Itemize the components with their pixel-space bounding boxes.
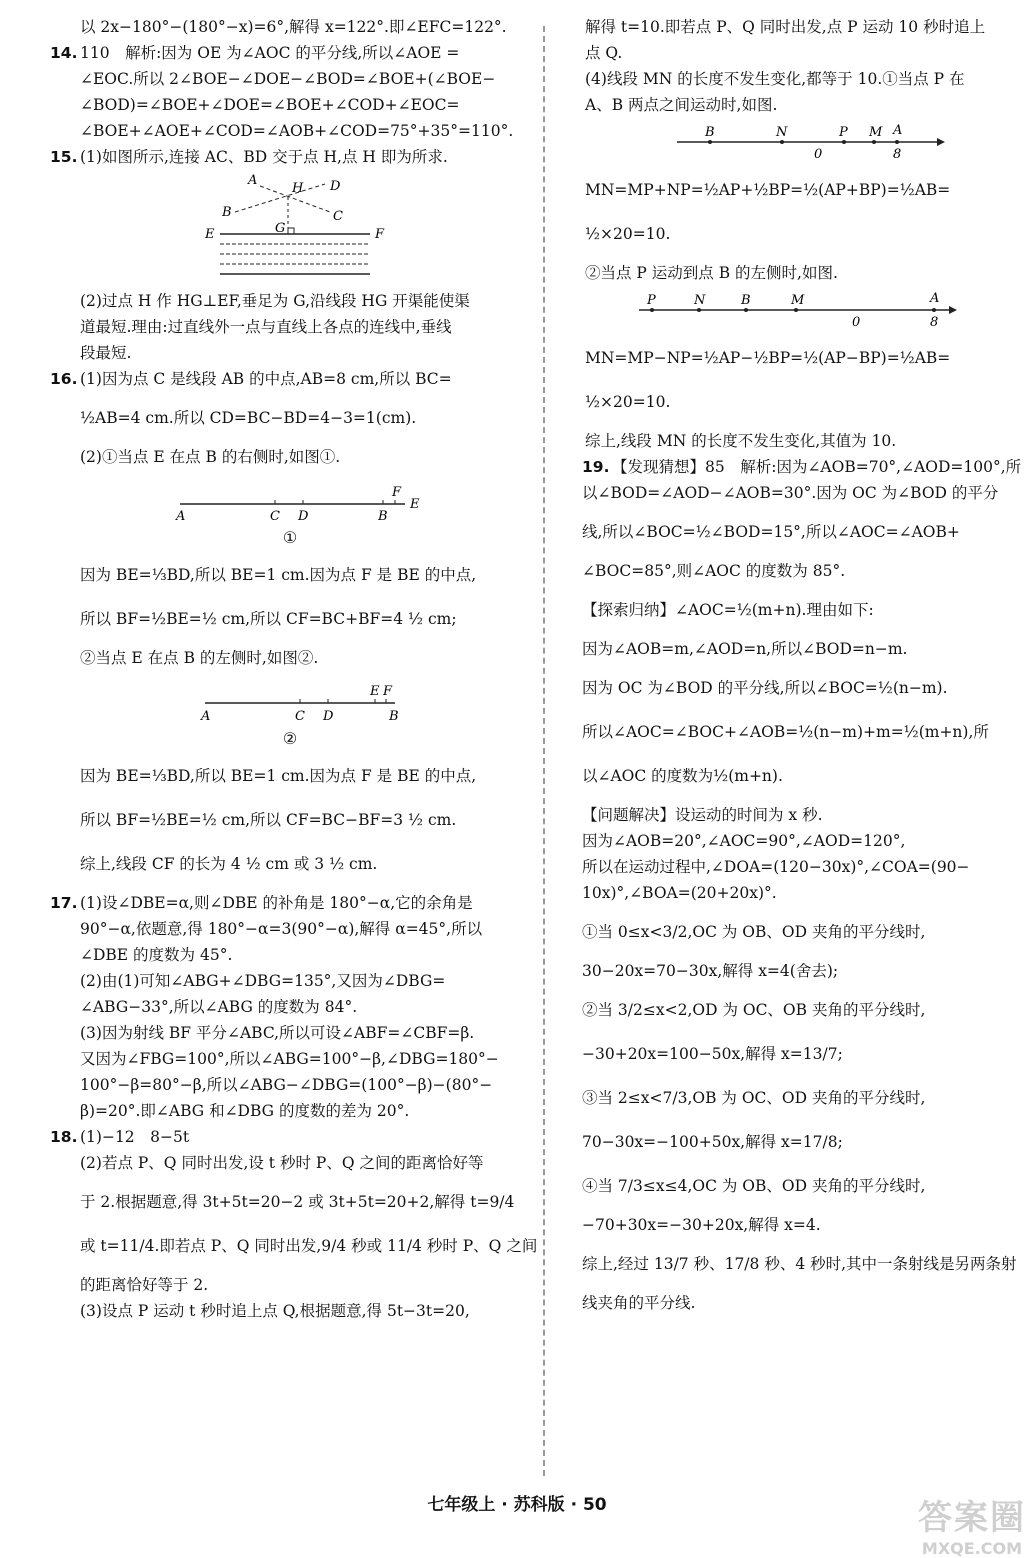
q16-line: 因为 BE=⅓BD,所以 BE=1 cm.因为点 F 是 BE 的中点, [80, 767, 477, 785]
q16-line: (2)①当点 E 在点 B 的右侧时,如图①. [80, 448, 341, 466]
label-f: F [392, 485, 402, 500]
point-m [872, 140, 876, 144]
q18-line: (3)设点 P 运动 t 秒时追上点 Q,根据题意,得 5t−3t=20, [80, 1302, 470, 1320]
label-d: D [298, 509, 309, 524]
label-f: F [375, 227, 385, 242]
q19-line: −30+20x=100−50x,解得 x=13/7; [582, 1045, 843, 1063]
point-a [895, 140, 899, 144]
q19-line: 所以在运动过程中,∠DOA=(120−30x)°,∠COA=(90− [582, 858, 970, 876]
label-d: D [330, 179, 341, 194]
q16-number: 16. [50, 370, 78, 388]
q19-line: 10x)°,∠BOA=(20+20x)°. [582, 884, 777, 902]
q15-line: 道最短.理由:过直线外一点与直线上各点的连线中,垂线 [80, 318, 452, 336]
q13-tail: 以 2x−180°−(180°−x)=6°,解得 x=122°.即∠EFC=122°. [80, 18, 507, 36]
label-e: E [410, 497, 420, 512]
q14-number: 14. [50, 44, 78, 62]
q14-line: ∠BOE+∠AOE+∠COD=∠AOB+∠COD=75°+35°=110°. [80, 122, 514, 140]
label-m: M [791, 293, 805, 308]
q18-cont-line: 解得 t=10.即若点 P、Q 同时出发,点 P 运动 10 秒时追上 [585, 18, 986, 36]
q16-line: ②当点 E 在点 B 的左侧时,如图②. [80, 649, 319, 667]
q17 [50, 890, 530, 1124]
q16-line: (1)因为点 C 是线段 AB 的中点,AB=8 cm,所以 BC= [80, 370, 452, 388]
q19-line: ①当 0≤x<3/2,OC 为 OB、OD 夹角的平分线时, [582, 923, 926, 941]
column-divider [543, 26, 545, 1476]
q16 [50, 366, 530, 882]
case2-line: ②当点 P 运动到点 B 的左侧时,如图. [585, 264, 838, 282]
q16-line: 综上,线段 CF 的长为 4 ½ cm 或 3 ½ cm. [80, 855, 378, 873]
number-line-1 [672, 122, 1030, 164]
q16-line: ½AB=4 cm.所以 CD=BC−BD=4−3=1(cm). [80, 409, 417, 427]
q15 [50, 144, 530, 366]
q18-line: 或 t=11/4.即若点 P、Q 同时出发,9/4 秒或 11/4 秒时 P、Q 之间 [80, 1237, 538, 1255]
number-line-diagram-2 [634, 290, 964, 332]
label-b: B [222, 205, 232, 220]
label-h: H [292, 181, 304, 196]
q19-line: ∠BOC=85°,则∠AOC 的度数为 85°. [582, 562, 846, 580]
q14-line: 110 解析:因为 OE 为∠AOC 的平分线,所以∠AOE = [80, 44, 460, 62]
q16-line: 所以 BF=½BE=½ cm,所以 CF=BC−BF=3 ½ cm. [80, 811, 457, 829]
q16-figure-2 [195, 675, 530, 725]
q19-line: 综上,经过 13/7 秒、17/8 秒、4 秒时,其中一条射线是另两条射 [582, 1255, 1017, 1273]
q16-figure-1 [170, 474, 530, 524]
q19-line: 【探索归纳】∠AOC=½(m+n).理由如下: [582, 601, 874, 619]
watermark-text: 答案圈 [918, 1498, 1026, 1538]
q19-line: 线,所以∠BOC=½∠BOD=15°,所以∠AOC=∠AOB+ [582, 523, 960, 541]
label-f: F [383, 684, 393, 699]
q18-line: (1)−12 8−5t [80, 1128, 190, 1146]
segment-bd [235, 184, 325, 212]
canal-diagram [200, 174, 430, 284]
eq-case1: MN=MP+NP=½AP+½BP=½(AP+BP)=½AB= [585, 181, 951, 199]
label-d: D [323, 709, 334, 724]
q19-line: ②当 3/2≤x<2,OD 为 OC、OB 夹角的平分线时, [582, 1001, 926, 1019]
q19-line: 以∠BOD=∠AOD−∠AOB=30°.因为 OC 为∠BOD 的平分 [582, 484, 999, 502]
label-zero: 0 [814, 147, 823, 162]
q15-line: (2)过点 H 作 HG⊥EF,垂足为 G,沿线段 HG 开渠能使渠 [80, 292, 470, 310]
q16-line: 因为 BE=⅓BD,所以 BE=1 cm.因为点 F 是 BE 的中点, [80, 566, 477, 584]
q18-number: 18. [50, 1128, 78, 1146]
point-n [697, 308, 701, 312]
label-g: G [275, 221, 286, 236]
figure-caption-1: ① [282, 528, 298, 547]
label-zero: 0 [852, 315, 861, 330]
q18-cont-line: A、B 两点之间运动时,如图. [585, 96, 778, 114]
q18-cont-line: (4)线段 MN 的长度不发生变化,都等于 10.①当点 P 在 [585, 70, 965, 88]
label-a: A [248, 174, 258, 188]
q15-figure [200, 174, 530, 284]
label-b: B [705, 125, 715, 140]
watermark-logo [918, 1490, 1026, 1558]
q18-cont-line: 点 Q. [585, 44, 623, 62]
q19-number: 19. [582, 458, 610, 476]
q18 [50, 1124, 538, 1324]
q17-line: (3)因为射线 BF 平分∠ABC,所以可设∠ABF=∠CBF=β. [80, 1024, 475, 1042]
q16-line: 所以 BF=½BE=½ cm,所以 CF=BC+BF=4 ½ cm; [80, 610, 457, 628]
label-eight: 8 [930, 315, 939, 330]
left-column [50, 14, 538, 1324]
label-b: B [378, 509, 388, 524]
arrow-head [949, 306, 957, 314]
label-b: B [389, 709, 399, 724]
point-p [842, 140, 846, 144]
q19-line: 【发现猜想】85 解析:因为∠AOB=70°,∠AOD=100°,所 [612, 458, 1022, 476]
q15-number: 15. [50, 148, 78, 166]
label-a: A [176, 509, 186, 524]
point-p [650, 308, 654, 312]
q17-line: (2)由(1)可知∠ABG+∠DBG=135°,又因为∠DBG= [80, 972, 446, 990]
q18-line: (2)若点 P、Q 同时出发,设 t 秒时 P、Q 之间的距离恰好等 [80, 1154, 484, 1172]
right-column [582, 14, 1030, 1316]
right-angle-mark [288, 228, 294, 234]
label-a: A [893, 123, 903, 138]
q15-line: 段最短. [80, 344, 132, 362]
label-n: N [694, 293, 706, 308]
q17-line: (1)设∠DBE=α,则∠DBE 的补角是 180°−α,它的余角是 [80, 894, 473, 912]
page-footer: 七年级上 · 苏科版 · 50 [427, 1495, 607, 1515]
point-b [744, 308, 748, 312]
q19-line: 所以∠AOC=∠BOC+∠AOB=½(n−m)+m=½(m+n),所 [582, 723, 989, 741]
label-a: A [201, 709, 211, 724]
q14 [50, 40, 530, 144]
q19-line: 70−30x=−100+50x,解得 x=17/8; [582, 1133, 843, 1151]
q14-line: ∠EOC.所以 2∠BOE−∠DOE−∠BOD=∠BOE+(∠BOE− [80, 70, 496, 88]
number-line-2 [634, 290, 1030, 332]
segment-figure-2 [195, 675, 415, 725]
label-c: C [270, 509, 280, 524]
q19-line: 以∠AOC 的度数为½(m+n). [582, 767, 783, 785]
label-p: P [839, 125, 848, 140]
label-c: C [295, 709, 305, 724]
eq-case2-result: ½×20=10. [585, 393, 671, 411]
point-b [708, 140, 712, 144]
q19-line: ④当 7/3≤x≤4,OC 为 OB、OD 夹角的平分线时, [582, 1177, 926, 1195]
label-c: C [333, 209, 343, 224]
eq-case2: MN=MP−NP=½AP−½BP=½(AP−BP)=½AB= [585, 349, 951, 367]
label-e: E [370, 684, 380, 699]
q19-line: 因为∠AOB=20°,∠AOC=90°,∠AOD=120°, [582, 832, 906, 850]
eq-case1-result: ½×20=10. [585, 225, 671, 243]
q19-line: 线夹角的平分线. [582, 1294, 696, 1312]
q19-line: 因为 OC 为∠BOD 的平分线,所以∠BOC=½(n−m). [582, 679, 948, 697]
label-a: A [930, 291, 940, 306]
q17-line: β)=20°.即∠ABG 和∠DBG 的度数的差为 20°. [80, 1102, 410, 1120]
point-n [780, 140, 784, 144]
q17-line: ∠DBE 的度数为 45°. [80, 946, 233, 964]
label-n: N [776, 125, 788, 140]
q15-line: (1)如图所示,连接 AC、BD 交于点 H,点 H 即为所求. [80, 148, 448, 166]
q17-line: ∠ABG−33°,所以∠ABG 的度数为 84°. [80, 998, 358, 1016]
watermark-url: MXQE.COM [921, 1539, 1023, 1558]
label-eight: 8 [893, 147, 902, 162]
q18-line: 的距离恰好等于 2. [80, 1276, 209, 1294]
number-line-diagram-1 [672, 122, 952, 164]
q19-line: 因为∠AOB=m,∠AOD=n,所以∠BOD=n−m. [582, 640, 908, 658]
q19 [582, 454, 1030, 1316]
q19-line: 30−20x=70−30x,解得 x=4(舍去); [582, 962, 839, 980]
point-a [932, 308, 936, 312]
figure-caption-2: ② [282, 729, 298, 748]
q17-number: 17. [50, 894, 78, 912]
label-m: M [869, 125, 883, 140]
label-b: B [741, 293, 751, 308]
label-p: P [647, 293, 656, 308]
q14-line: ∠BOD)=∠BOE+∠DOE=∠BOE+∠COD+∠EOC= [80, 96, 460, 114]
q19-line: −70+30x=−30+20x,解得 x=4. [582, 1216, 821, 1234]
q17-line: 90°−α,依题意,得 180°−α=3(90°−α),解得 α=45°,所以 [80, 920, 483, 938]
segment-figure-1 [170, 474, 430, 524]
q19-line: ③当 2≤x<7/3,OB 为 OC、OD 夹角的平分线时, [582, 1089, 926, 1107]
label-e: E [205, 227, 215, 242]
arrow-head [937, 138, 945, 146]
summary-line: 综上,线段 MN 的长度不发生变化,其值为 10. [585, 432, 897, 450]
q17-line: 100°−β=80°−β,所以∠ABG−∠DBG=(100°−β)−(80°− [80, 1076, 493, 1094]
q17-line: 又因为∠FBG=100°,所以∠ABG=100°−β,∠DBG=180°− [80, 1050, 499, 1068]
point-m [794, 308, 798, 312]
q19-line: 【问题解决】设运动的时间为 x 秒. [582, 806, 823, 824]
q18-line: 于 2.根据题意,得 3t+5t=20−2 或 3t+5t=20+2,解得 t=9/4 [80, 1193, 515, 1211]
